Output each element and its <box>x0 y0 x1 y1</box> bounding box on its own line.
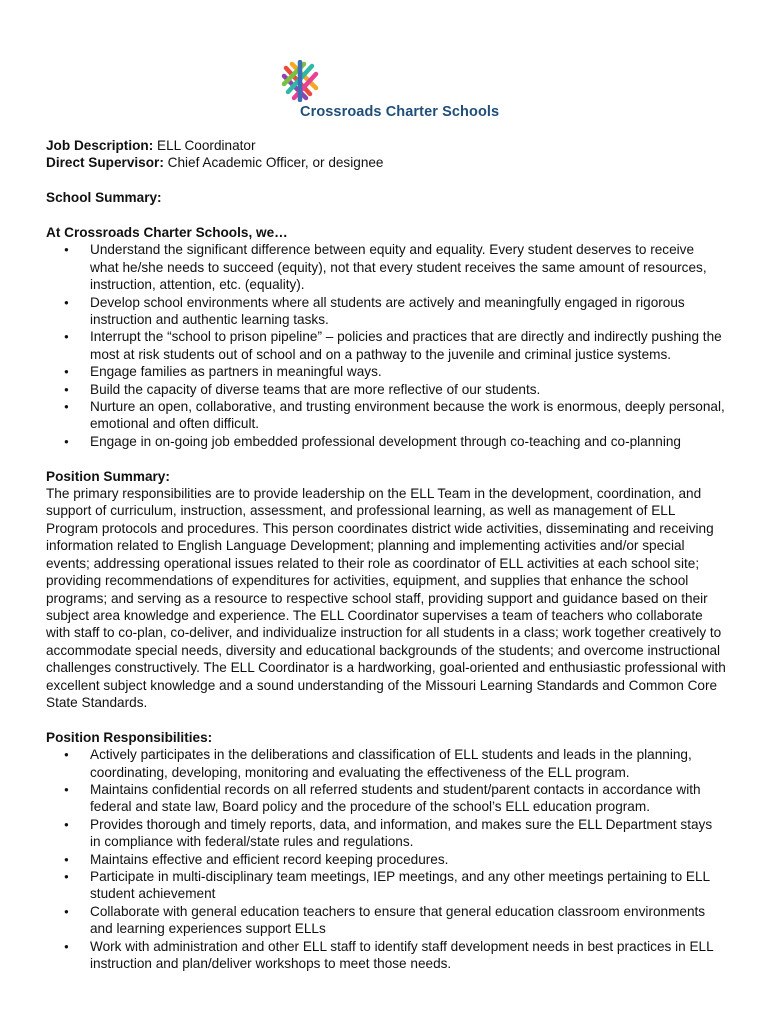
crossroads-logo-icon <box>280 60 320 102</box>
position-summary-text: The primary responsibilities are to provide leadership on the ELL Team in the development, coordination, and support of curriculum, instruction, assessment, and professional learning, as well as management of ELL Program protocols and procedures. This person coordinates district wide activities, disseminating and receiving information related to English Language Development; planning and implementing activities and/or special events; addressing operational issues related to their role as coordinator of ELL activities at each school site; providing recommendations of expenditures for activities, equipment, and supplies that enhance the school programs; and serving as a resource to respective school staff, providing support and guidance based on their subject area knowledge and experience. The ELL Coordinator supervises a team of teachers who collaborate with staff to co-plan, co-deliver, and individualize instruction for all students in a class; work together creatively to accommodate special needs, diversity and educational backgrounds of the students; and overcome instructional challenges constructively. The ELL Coordinator is a hardworking, goal-oriented and enthusiastic professional with excellent subject knowledge and a sound understanding of the Missouri Learning Standards and Common Core State Standards. <box>46 486 726 710</box>
list-item: ● Actively participates in the deliberations and classification of ELL students and leads in the planning, coordinating, developing, monitoring and evaluating the effectiveness of the ELL program. <box>46 746 726 781</box>
school-summary-heading: School Summary: <box>46 190 162 206</box>
school-summary-intro: At Crossroads Charter Schools, we… <box>46 225 288 240</box>
list-item: ● Participate in multi-disciplinary team meetings, IEP meetings, and any other meetings pertaining to ELL student achievement <box>46 868 726 903</box>
list-item: ● Develop school environments where all students are actively and meaningfully engaged in rigorous instruction and authentic learning tasks. <box>46 294 726 329</box>
list-item: ● Provides thorough and timely reports, data, and information, and makes sure the ELL Department stays in compliance with federal/state rules and regulations. <box>46 816 726 851</box>
supervisor-value: Chief Academic Officer, or designee <box>167 155 384 171</box>
supervisor-line <box>46 154 726 171</box>
list-item: ● Build the capacity of diverse teams that are more reflective of our students. <box>46 381 726 398</box>
list-item: ● Nurture an open, collaborative, and trusting environment because the work is enormous, deeply personal, emotional and often difficult. <box>46 398 726 433</box>
job-title-value: ELL Coordinator <box>157 138 256 153</box>
position-summary-heading: Position Summary: <box>46 468 170 484</box>
school-summary-list <box>46 241 726 450</box>
list-item: ● Understand the significant difference between equity and equality. Every student deserves to receive what he/she needs to succeed (equity), not that every student receives the same amount of resources, instruction, attention, etc. (equality). <box>46 241 726 293</box>
logo-mark <box>280 60 320 102</box>
logo-text: Crossroads Charter Schools <box>300 104 500 120</box>
position-responsibilities-list <box>46 746 726 972</box>
job-title-label: Job Description: <box>46 138 154 153</box>
list-item: ● Collaborate with general education teachers to ensure that general education classroom environments and learning experiences support ELLs <box>46 903 726 938</box>
document-body <box>46 137 726 972</box>
list-item: ● Work with administration and other ELL staff to identify staff development needs in best practices in ELL instruction and plan/deliver workshops to meet those needs. <box>46 938 726 973</box>
job-title-line <box>46 137 726 154</box>
position-responsibilities-heading: Position Responsibilities: <box>46 729 213 745</box>
list-item: ● Maintains confidential records on all referred students and student/parent contacts in accordance with federal and state law, Board policy and the procedure of the school’s ELL education program. <box>46 781 726 816</box>
supervisor-label: Direct Supervisor: <box>46 155 164 171</box>
list-item: ● Engage families as partners in meaningful ways. <box>46 363 726 380</box>
list-item: ● Engage in on-going job embedded professional development through co-teaching and co-planning <box>46 433 726 450</box>
list-item: ● Maintains effective and efficient record keeping procedures. <box>46 851 726 868</box>
list-item: ● Interrupt the “school to prison pipeline” – policies and practices that are directly and indirectly pushing the most at risk students out of school and on a pathway to the juvenile and criminal justice systems. <box>46 328 726 363</box>
